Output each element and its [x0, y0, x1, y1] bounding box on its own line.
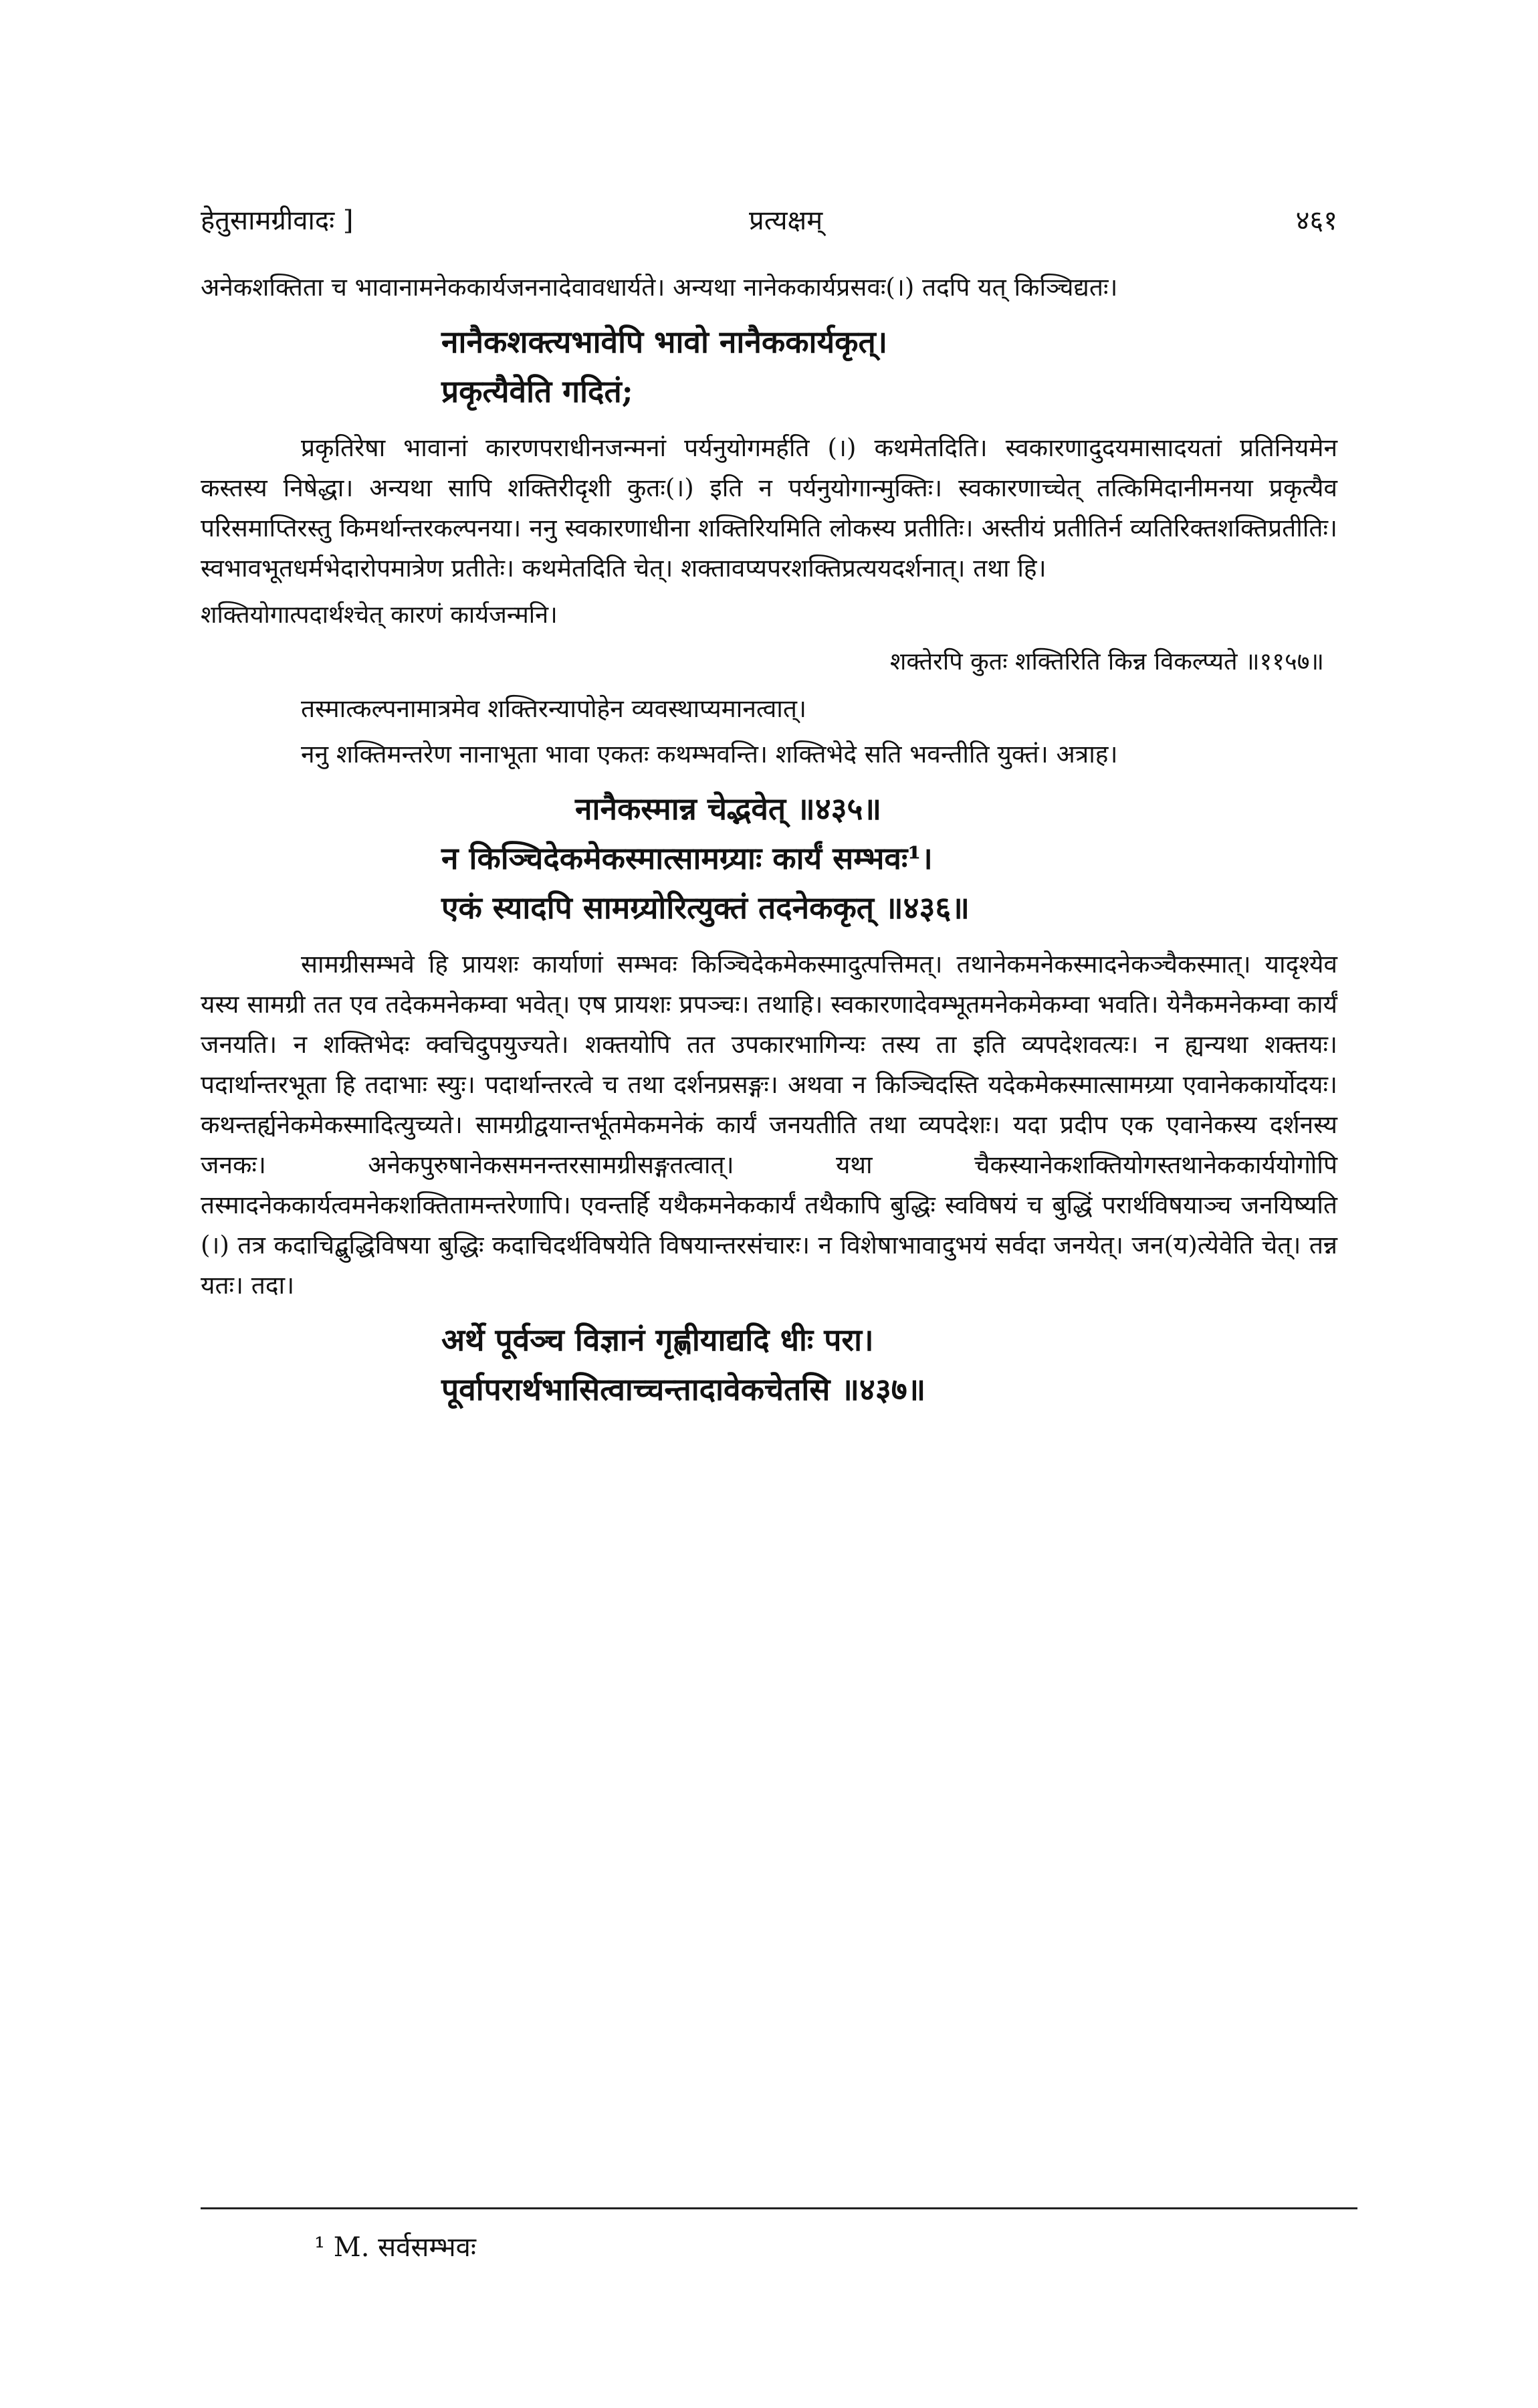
verse-3-line-2: पूर्वापरार्थभासित्वाच्चन्तादावेकचेतसि ॥४३७॥ — [441, 1371, 926, 1407]
paragraph-4: ननु शक्तिमन्तरेण नानाभूता भावा एकतः कथम्भवन्ति। शक्तिभेदे सति भवन्तीति युक्तं। अत्राह। — [301, 740, 1118, 769]
footnote: ¹ M. सर्वसम्भवः — [314, 2232, 476, 2263]
verse-line-a: शक्तियोगात्पदार्थश्चेत् कारणं कार्यजन्मनि। — [201, 601, 558, 629]
header-chapter-title: प्रत्यक्षम् — [749, 205, 823, 236]
verse-3 — [201, 1315, 1337, 1414]
verse-line-b: शक्तेरपि कुतः शक्तिरिति किन्न विकल्प्यते ॥११५७॥ — [889, 648, 1324, 676]
running-header — [201, 201, 1337, 247]
verse-1 — [201, 317, 1337, 416]
verse-2 — [201, 784, 1337, 932]
verse-2-line-3: एकं स्यादपि सामग्र्योरित्युक्तं तदनेककृत् ॥४३६॥ — [441, 890, 970, 926]
paragraph-5: सामग्रीसम्भवे हि प्रायशः कार्याणां सम्भवः किञ्चिदेकमेकस्मादुत्पत्तिमत्। तथानेकमनेकस्मादनेकञ्चैकस्मात्। यादृश्येव यस्य सामग्री तत एव तदेकमनेकम्वा भवेत्। एष प्रायशः प्रपञ्चः। तथाहि। स्वकारणादेवम्भूतमनेकमेकम्वा भवति। येनैकमनेकम्वा कार्यं जनयति। न शक्तिभेदः क्वचिदुपयुज्यते। शक्तयोपि तत उपकारभागिन्यः तस्य ता इति व्यपदेशवत्यः। न ह्यन्यथा शक्तयः। पदार्थान्तरभूता हि तदाभाः स्युः। पदार्थान्तरत्वे च तथा दर्शनप्रसङ्गः। अथवा न किञ्चिदस्ति यदेकमेकस्मात्सामग्र्या एवानेककार्योदयः। कथन्तर्ह्यनेकमेकस्मादित्युच्यते। सामग्रीद्वयान्तर्भूतमेकमनेकं कार्यं जनयतीति तथा व्यपदेशः। यदा प्रदीप एक एवानेकस्य दर्शनस्य जनकः। अनेकपुरुषानेकसमनन्तरसामग्रीसङ्गतत्वात्। यथा चैकस्यानेकशक्तियोगस्तथानेककार्ययोगोपि तस्मादनेककार्यत्वमनेकशक्तितामन्तरेणापि। एवन्तर्हि यथैकमनेककार्यं तथैकापि बुद्धिः स्वविषयं च बुद्धिं परार्थविषयाञ्च जनयिष्यति (।) तत्र कदाचिद्बुद्धिविषया बुद्धिः कदाचिदर्थविषयेति विषयान्तरसंचारः। न विशेषाभावादुभयं सर्वदा जनयेत्। जन(य)त्येवेति चेत्। तन्न यतः। तदा। — [201, 950, 1337, 1300]
paragraph-3: तस्मात्कल्पनामात्रमेव शक्तिरन्यापोहेन व्यवस्थाप्यमानत्वात्। — [301, 694, 806, 723]
verse-1-line-1: नानैकशक्त्यभावेपि भावो नानैककार्यकृत्। — [441, 324, 888, 360]
paragraph-2: प्रकृतिरेषा भावानां कारणपराधीनजन्मनां पर्यनुयोगमर्हति (।) कथमेतदिति। स्वकारणादुदयमासादयतां प्रतिनियमेन कस्तस्य निषेद्धा। अन्यथा सापि शक्तिरीदृशी कुतः(।) इति न पर्यनुयोगान्मुक्तिः। स्वकारणाच्चेत् तत्किमिदानीमनया प्रकृत्यैव परिसमाप्तिरस्तु किमर्थान्तरकल्पनया। ननु स्वकारणाधीना शक्तिरियमिति लोकस्य प्रतीतिः। अस्तीयं प्रतीतिर्न व्यतिरिक्तशक्तिप्रतीतिः। स्वभावभूतधर्मभेदारोपमात्रेण प्रतीतेः। कथमेतदिति चेत्। शक्तावप्यपरशक्तिप्रत्ययदर्शनात्। तथा हि। — [201, 433, 1337, 583]
footnote-divider — [201, 2207, 1357, 2209]
paragraph-1: अनेकशक्तिता च भावानामनेककार्यजननादेवावधार्यते। अन्यथा नानेककार्यप्रसवः(।) तदपि यत् किञ्चिद्यतः। — [201, 273, 1118, 302]
verse-3-line-1: अर्थे पूर्वञ्च विज्ञानं गृह्णीयाद्यदि धीः परा। — [441, 1322, 874, 1358]
verse-2-line-2: न किञ्चिदेकमेकस्मात्सामग्र्याः कार्यं सम्भवः¹। — [441, 840, 933, 876]
verse-1-line-2: प्रकृत्यैवेति गदितं; — [441, 373, 633, 409]
verse-2-line-1: नानैकस्मान्न चेद्भवेत् ॥४३५॥ — [575, 791, 882, 827]
page-body — [201, 268, 1337, 1426]
page-number: ४६१ — [1295, 205, 1337, 236]
header-section-title: हेतुसामग्रीवादः ] — [201, 205, 354, 236]
